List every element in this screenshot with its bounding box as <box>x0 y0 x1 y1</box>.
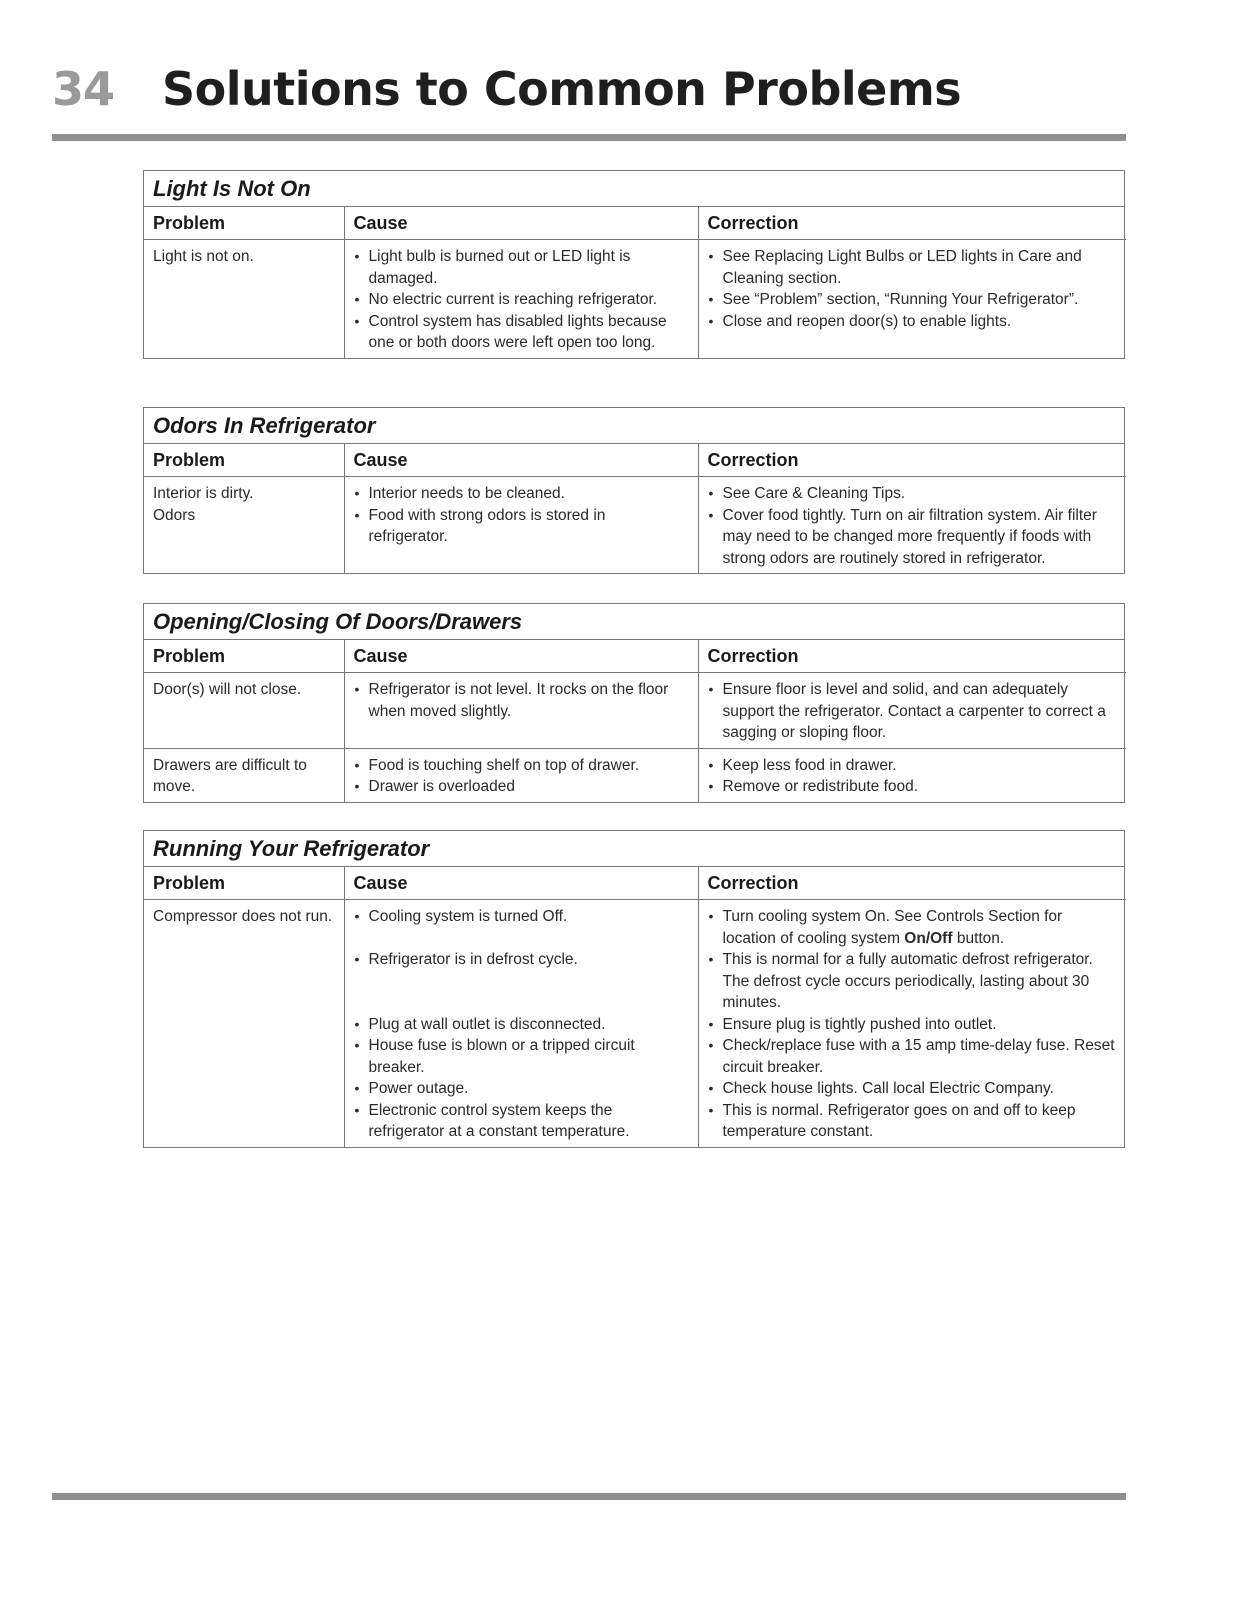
list-item: • Electronic control system keeps the refrigerator at a constant temperature. <box>354 1100 689 1143</box>
list-item: • Power outage. <box>354 1078 689 1100</box>
correction-cell <box>698 477 1126 574</box>
table-row <box>144 673 1126 749</box>
footer-rule <box>52 1493 1126 1500</box>
column-header-problem: Problem <box>144 207 344 240</box>
column-header-cause: Cause <box>344 444 698 477</box>
page-title: Solutions to Common Problems <box>162 62 962 116</box>
list-item: • Light bulb is burned out or LED light is damaged. <box>354 246 689 289</box>
on-off-button-label: On/Off <box>904 929 953 947</box>
correction-cell <box>698 748 1126 802</box>
list-item: • Cooling system is turned Off. <box>354 906 689 928</box>
list-item: • Check house lights. Call local Electric Company. <box>708 1078 1118 1100</box>
troubleshooting-table <box>144 640 1126 802</box>
table-row <box>144 900 1126 1147</box>
problem-cell: Door(s) will not close. <box>153 681 302 698</box>
problem-cell: Drawers are difficult to move. <box>144 748 344 802</box>
column-header-problem: Problem <box>144 867 344 900</box>
list-item: • See Care & Cleaning Tips. <box>708 483 1118 505</box>
column-header-cause: Cause <box>344 640 698 673</box>
list-item: • Drawer is overloaded <box>354 776 689 798</box>
cause-list <box>354 755 689 798</box>
table-row <box>144 748 1126 802</box>
problem-cell: Compressor does not run. <box>153 908 333 925</box>
problem-cell <box>144 477 344 574</box>
list-item: • See Replacing Light Bulbs or LED lights in Care and Cleaning section. <box>708 246 1118 289</box>
correction-text: button. <box>952 929 1005 947</box>
section-title: Opening/Closing Of Doors/Drawers <box>144 604 1124 640</box>
table-header-row <box>144 867 1126 900</box>
column-header-problem: Problem <box>144 640 344 673</box>
cause-list <box>354 246 689 354</box>
column-header-correction: Correction <box>698 867 1126 900</box>
cause-cell <box>344 240 698 358</box>
column-header-correction: Correction <box>698 207 1126 240</box>
section-running-your-refrigerator <box>143 830 1125 1148</box>
cause-list <box>354 906 689 1143</box>
section-odors-in-refrigerator <box>143 407 1125 574</box>
list-item: • Ensure floor is level and solid, and can adequately support the refrigerator. Contact a carpenter to correct a sagging or sloping floor. <box>708 679 1118 744</box>
correction-list <box>708 906 1118 1143</box>
list-item: • Close and reopen door(s) to enable lights. <box>708 311 1118 333</box>
cause-cell <box>344 477 698 574</box>
list-item: • No electric current is reaching refrigerator. <box>354 289 689 311</box>
spacer <box>354 971 689 1014</box>
cause-list <box>354 679 689 722</box>
cause-cell <box>344 900 698 1147</box>
column-header-cause: Cause <box>344 867 698 900</box>
table-header-row <box>144 444 1126 477</box>
column-header-correction: Correction <box>698 444 1126 477</box>
cause-cell <box>344 673 698 749</box>
correction-cell <box>698 900 1126 1147</box>
list-item: • This is normal for a fully automatic defrost refrigerator. The defrost cycle occurs periodically, lasting about 30 minutes. <box>708 949 1118 1014</box>
list-item: • Refrigerator is in defrost cycle. <box>354 949 689 971</box>
list-item: • Control system has disabled lights because one or both doors were left open too long. <box>354 311 689 354</box>
list-item: • Food is touching shelf on top of drawer. <box>354 755 689 777</box>
correction-cell <box>698 673 1126 749</box>
correction-list <box>708 755 1118 798</box>
list-item: • Keep less food in drawer. <box>708 755 1118 777</box>
list-item: • Interior needs to be cleaned. <box>354 483 689 505</box>
table-row <box>144 477 1126 574</box>
correction-cell <box>698 240 1126 358</box>
list-item: • Food with strong odors is stored in refrigerator. <box>354 505 689 548</box>
section-title: Running Your Refrigerator <box>144 831 1124 867</box>
correction-list <box>708 483 1118 569</box>
correction-text: Turn cooling system On. See Controls Section for location of cooling system <box>722 908 1063 947</box>
section-opening-closing-doors-drawers <box>143 603 1125 803</box>
troubleshooting-table <box>144 867 1126 1147</box>
correction-list <box>708 679 1118 744</box>
table-row <box>144 240 1126 358</box>
troubleshooting-table <box>144 207 1126 358</box>
list-item: • This is normal. Refrigerator goes on and off to keep temperature constant. <box>708 1100 1118 1143</box>
list-item: • Cover food tightly. Turn on air filtration system. Air filter may need to be changed more frequently if foods with strong odors are routinely stored in refrigerator. <box>708 505 1118 570</box>
list-item: • House fuse is blown or a tripped circuit breaker. <box>354 1035 689 1078</box>
list-item: • Remove or redistribute food. <box>708 776 1118 798</box>
list-item: • Check/replace fuse with a 15 amp time-delay fuse. Reset circuit breaker. <box>708 1035 1118 1078</box>
spacer <box>354 928 689 950</box>
cause-list <box>354 483 689 548</box>
column-header-problem: Problem <box>144 444 344 477</box>
section-title: Odors In Refrigerator <box>144 408 1124 444</box>
list-item: • See “Problem” section, “Running Your Refrigerator”. <box>708 289 1118 311</box>
problem-line: Interior is dirty. <box>153 485 254 502</box>
cause-cell <box>344 748 698 802</box>
correction-list <box>708 246 1118 332</box>
list-item: • Ensure plug is tightly pushed into outlet. <box>708 1014 1118 1036</box>
page-number: 34 <box>52 62 115 116</box>
section-light-is-not-on <box>143 170 1125 359</box>
problem-line: Odors <box>153 506 196 524</box>
problem-cell: Light is not on. <box>153 248 254 265</box>
table-header-row <box>144 207 1126 240</box>
list-item <box>708 906 1118 949</box>
column-header-cause: Cause <box>344 207 698 240</box>
section-title: Light Is Not On <box>144 171 1124 207</box>
table-header-row <box>144 640 1126 673</box>
header-rule <box>52 134 1126 141</box>
list-item: • Refrigerator is not level. It rocks on the floor when moved slightly. <box>354 679 689 722</box>
column-header-correction: Correction <box>698 640 1126 673</box>
troubleshooting-table <box>144 444 1126 573</box>
list-item: • Plug at wall outlet is disconnected. <box>354 1014 689 1036</box>
